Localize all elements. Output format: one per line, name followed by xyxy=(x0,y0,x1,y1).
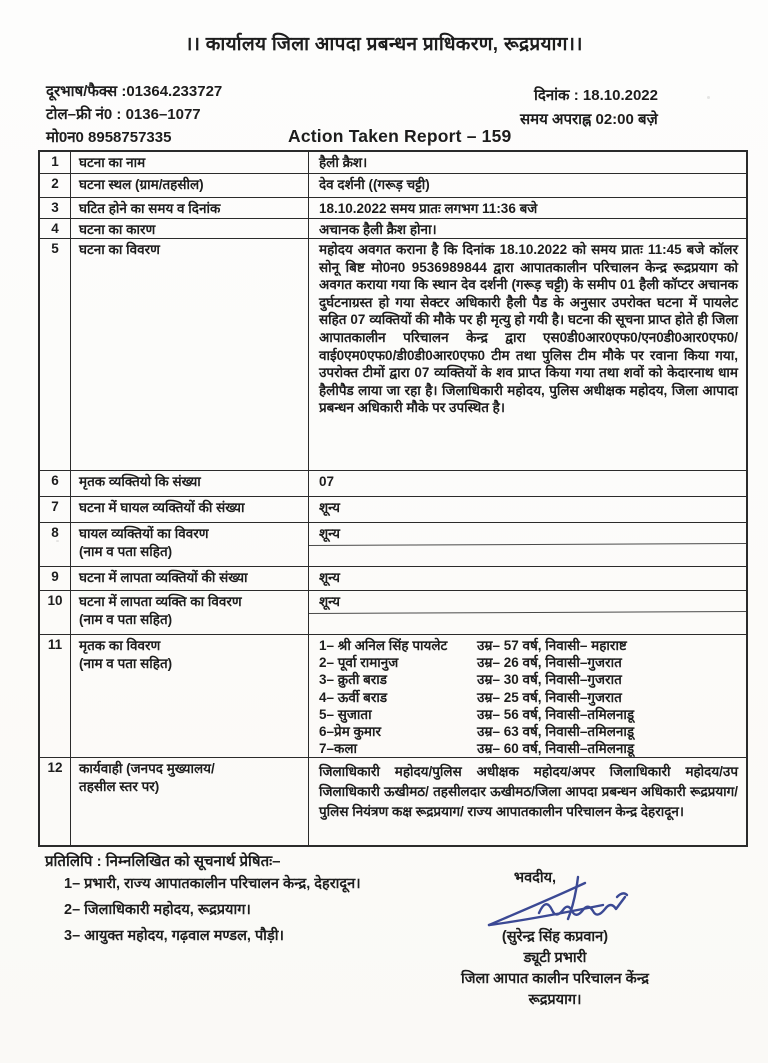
deceased-entry: 3– क्रुती बराड उम्र– 30 वर्ष, निवासी–गुजरात xyxy=(319,672,622,688)
row-value: अचानक हैली क्रैश होना। xyxy=(319,221,437,237)
copies-list xyxy=(64,874,361,952)
row-number: 4 xyxy=(40,219,71,239)
row-value: शून्य xyxy=(319,570,340,585)
deceased-entry: 1– श्री अनिल सिंह पायलेट उम्र– 57 वर्ष, निवासी– महाराष्ट xyxy=(319,638,627,653)
table-row-deceased-details xyxy=(40,634,746,757)
table-row-incident-place xyxy=(40,173,746,197)
deceased-entry: 7–कला उम्र– 60 वर्ष, निवासी–तमिलनाडू xyxy=(319,741,635,757)
row-label: घटना का विवरण xyxy=(71,239,309,470)
row-label: मृतक का विवरण (नाम व पता सहित) xyxy=(71,635,309,757)
atr-table xyxy=(38,150,748,847)
row-value: 18.10.2022 समय प्रातः लगभग 11:36 बजे xyxy=(319,201,538,216)
deceased-list xyxy=(309,635,746,757)
signature-ink-scrawl xyxy=(477,875,657,933)
row-number: 8 xyxy=(40,523,71,566)
table-row-incident-datetime xyxy=(40,197,746,218)
salutation: भवदीय, xyxy=(513,870,557,886)
scan-speck xyxy=(707,96,710,99)
row-label: घटना में लापता व्यक्ति का विवरण (नाम व पता सहित) xyxy=(71,591,309,634)
date-time-block xyxy=(520,84,658,132)
row-value: देव दर्शनी ((गरूड़ चट्टी) xyxy=(319,177,430,192)
table-row-incident-name xyxy=(40,152,746,173)
row-label: घटना में लापता व्यक्तियों की संख्या xyxy=(71,567,309,590)
copy-item: 2– जिलाधिकारी महोदय, रूद्रप्रयाग। xyxy=(64,902,251,918)
table-row-incident-description xyxy=(40,238,746,470)
table-row-action-taken xyxy=(40,757,746,845)
signatory-office: जिला आपात कालीन परिचालन केंन्द्र xyxy=(461,971,649,987)
mobile-line: मो0न0 8958757335 xyxy=(46,129,172,146)
row-number: 12 xyxy=(40,758,71,845)
row-label: घटना का नाम xyxy=(71,152,309,173)
deceased-entry: 5– सुजाता उम्र– 56 वर्ष, निवासी–तमिलनाडू xyxy=(319,706,635,722)
row-value: शून्य xyxy=(309,523,746,566)
table-row-missing-details xyxy=(40,590,746,634)
row-number: 5 xyxy=(40,239,71,470)
scan-ruled-line xyxy=(309,611,746,614)
row-label: घटना में घायल व्यक्तियों की संख्या xyxy=(71,497,309,522)
row-number: 6 xyxy=(40,471,71,496)
signature-block xyxy=(438,868,672,1011)
contact-block xyxy=(46,80,222,149)
table-row-deceased-count xyxy=(40,470,746,496)
row-number: 1 xyxy=(40,152,71,173)
toll-free-line: टोल–फ्री नं0 : 0136–1077 xyxy=(46,106,201,123)
row-label: घटना का कारण xyxy=(71,219,309,239)
copy-item: 1– प्रभारी, राज्य आपातकालीन परिचालन केन्द्र, देहरादून। xyxy=(64,876,361,892)
row-value: जिलाधिकारी महोदय/पुलिस अधीक्षक महोदय/अपर जिलाधिकारी महोदय/उप जिलाधिकारी ऊखीमठ/ तहसीलदार ऊखीमठ/जिला आपदा प्रबन्धन अधिकारी रूद्रप्रयाग/पुलिस नियंत्रण कक्ष रूद्रप्रयाग/ राज्य आपातकालीन परिचालन केन्द्र देहरादून। xyxy=(319,764,738,820)
scan-ruled-line xyxy=(309,543,746,546)
date-line: दिनांक : 18.10.2022 xyxy=(534,87,658,104)
table-row-incident-cause xyxy=(40,218,746,239)
office-title: ।। कार्यालय जिला आपदा प्रबन्धन प्राधिकरण, रूद्रप्रयाग।। xyxy=(185,34,583,55)
table-row-injured-details xyxy=(40,522,746,566)
row-label: घायल व्यक्तियों का विवरण (नाम व पता सहित) xyxy=(71,523,309,566)
signatory-designation: ड्यूटी प्रभारी xyxy=(523,950,587,966)
row-value: महोदय अवगत कराना है कि दिनांक 18.10.2022 को समय प्रातः 11:45 बजे कॉलर सोनू बिष्ट मो0न0 9536989844 द्वारा आपातकालीन परिचालन केन्द्र रूद्रप्रयाग को अवगत कराया गया कि स्थान देव दर्शनी (गरूड़ चट्टी) के समीप 01 हैली कॉप्टर अचानक दुर्घटनाग्रस्त हो गया सेक्टर अधिकारी हैली पैड के अनुसार उपरोक्त घटना में पायलेट सहित 07 व्यक्तियों की मौके पर ही मृत्यु हो गयी है। घटना की सूचना प्राप्त होते ही जिला आपातकालीन परिचालन केन्द्र द्वारा एस0डी0आर0एफ0/एन0डी0आर0एफ0/वाई0एम0एफ0/डी0डी0आर0एफ0 टीम तथा पुलिस टीम मौके पर रवाना किया गया, उपरोक्त टीमों द्वारा 07 व्यक्तियों के शव प्राप्त किया गया तथा शवों को केदारनाथ धाम हैलीपैड लाया जा रहा है। जिलाधिकारी महोदय, पुलिस अधीक्षक महोदय, जिला आपादा प्रबन्धन अधिकारी मौके पर उपस्थित है। xyxy=(319,242,738,416)
time-line: समय अपराह्न 02:00 बज़े xyxy=(520,111,658,128)
table-row-missing-count xyxy=(40,566,746,590)
report-title: Action Taken Report – 159 xyxy=(288,126,512,146)
row-value: शून्य xyxy=(309,591,746,634)
row-value: शून्य xyxy=(319,500,340,515)
copies-heading: प्रतिलिपि : निम्नलिखित को सूचनार्थ प्रेषितः– xyxy=(45,853,281,870)
row-label: मृतक व्यक्तियो कि संख्या xyxy=(71,471,309,496)
deceased-entry: 2– पूर्वा रामानुज उम्र– 26 वर्ष, निवासी–गुजरात xyxy=(319,655,622,671)
row-number: 11 xyxy=(40,635,71,757)
row-label: कार्यवाही (जनपद मुख्यालय/ तहसील स्तर पर) xyxy=(71,758,309,845)
row-number: 3 xyxy=(40,198,71,218)
table-row-injured-count xyxy=(40,496,746,522)
row-label: घटना स्थल (ग्राम/तहसील) xyxy=(71,174,309,197)
signatory-place: रूद्रप्रयाग। xyxy=(528,992,582,1008)
deceased-entry: 6–प्रेम कुमार उम्र– 63 वर्ष, निवासी–तमिलनाडू xyxy=(319,724,635,740)
row-number: 7 xyxy=(40,497,71,522)
signatory-name: (सुरेन्द्र सिंह कप्रवान) xyxy=(501,929,609,945)
deceased-entry: 4– ऊर्वी बराड उम्र– 25 वर्ष, निवासी–गुजरात xyxy=(319,689,622,705)
row-number: 10 xyxy=(40,591,71,634)
row-value: हैली क्रैश। xyxy=(319,155,368,170)
copy-item: 3– आयुक्त महोदय, गढ़वाल मण्डल, पौड़ी। xyxy=(64,928,284,944)
row-number: 2 xyxy=(40,174,71,197)
row-number: 9 xyxy=(40,567,71,590)
phone-fax-line: दूरभाष/फैक्स :01364.233727 xyxy=(46,83,223,100)
row-value: 07 xyxy=(319,474,335,489)
row-label: घटित होने का समय व दिनांक xyxy=(71,198,309,218)
